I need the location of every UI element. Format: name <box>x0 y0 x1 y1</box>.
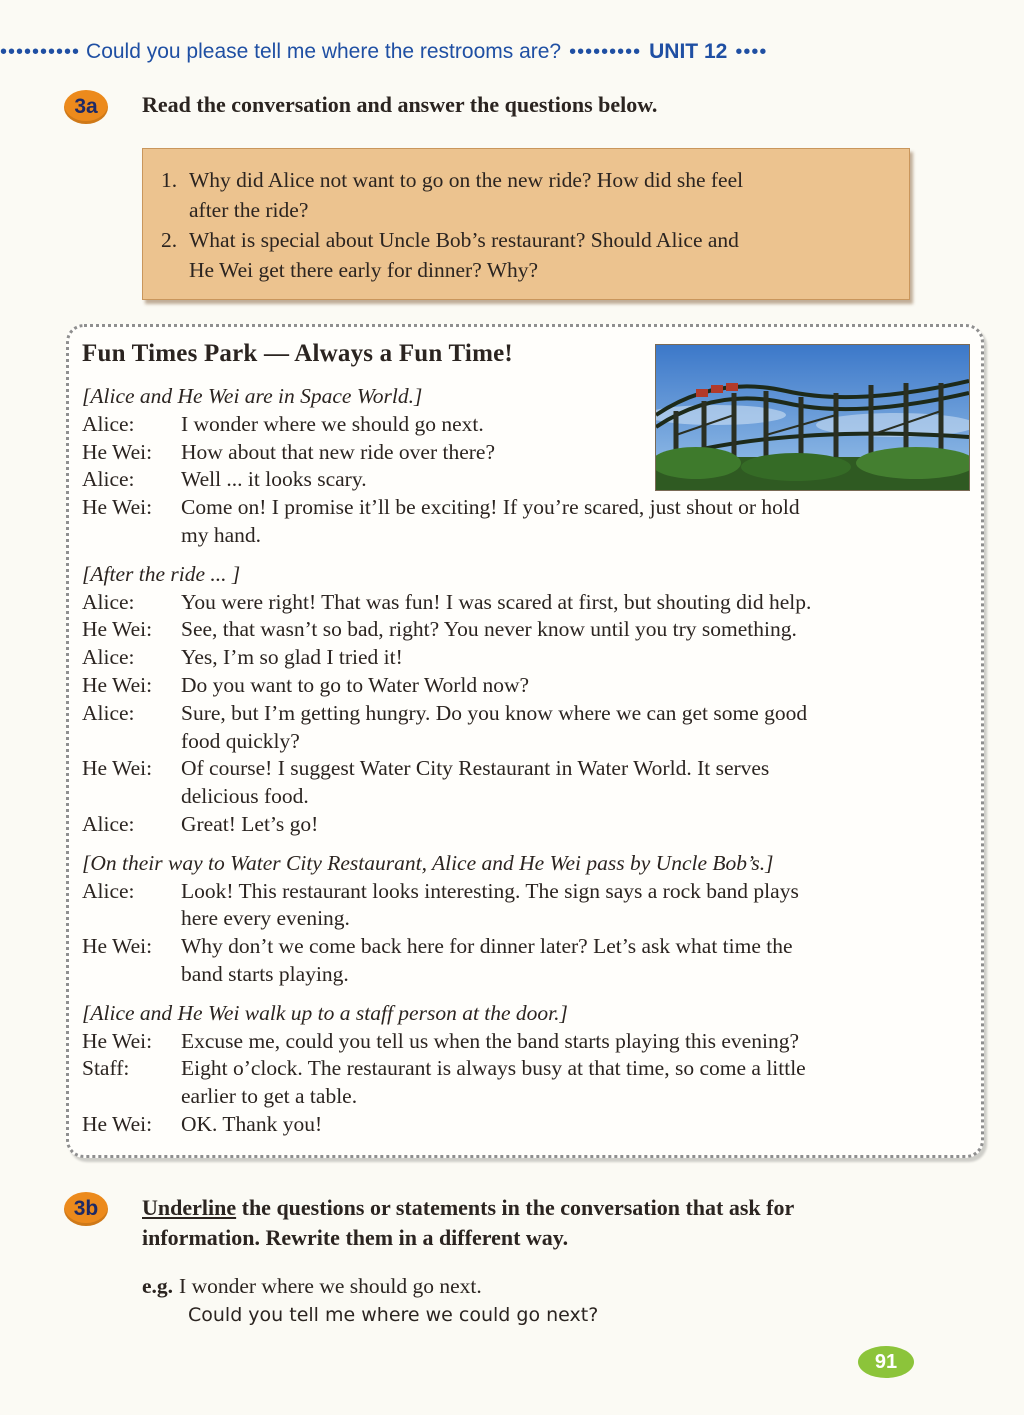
utterance: Come on! I promise it’ll be exciting! If you’re scared, just shout or hold <box>181 495 800 520</box>
dialogue-line <box>82 494 972 522</box>
dialogue-line <box>82 811 972 839</box>
dialogue-line <box>82 1028 972 1056</box>
speaker: Alice: <box>82 589 135 614</box>
dialogue-line-continued <box>82 522 972 550</box>
conversation-title: Fun Times Park — Always a Fun Time! <box>82 340 513 367</box>
utterance: Sure, but I’m getting hungry. Do you know where we can get some good <box>181 700 808 725</box>
dialogue-line <box>82 616 972 644</box>
stage-direction: [Alice and He Wei are in Space World.] <box>82 384 423 408</box>
page-number: 91 <box>858 1346 914 1378</box>
utterance: here every evening. <box>181 906 350 931</box>
question-text: after the ride? <box>189 198 309 222</box>
decorative-dots: ••••••••• <box>569 40 642 63</box>
dialogue-line-continued <box>82 783 972 811</box>
utterance: See, that wasn’t so bad, right? You never know until you try something. <box>181 617 797 642</box>
speaker: Alice: <box>82 411 135 436</box>
utterance: earlier to get a table. <box>181 1084 358 1109</box>
speaker: Alice: <box>82 811 135 836</box>
question-item <box>161 225 883 285</box>
underline-keyword: Underline <box>142 1195 237 1220</box>
questions-box <box>142 148 910 300</box>
dialogue-line-continued <box>82 961 972 989</box>
question-number: 2. <box>161 228 178 252</box>
speaker: He Wei: <box>82 756 153 781</box>
dialogue-line <box>82 439 972 467</box>
utterance: Look! This restaurant looks interesting. The sign says a rock band plays <box>181 878 799 903</box>
stage-direction: [After the ride ... ] <box>82 561 241 586</box>
speaker: Alice: <box>82 878 135 903</box>
dialogue-line <box>82 878 972 906</box>
dialogue-line <box>82 1055 972 1083</box>
speaker: He Wei: <box>82 1111 153 1136</box>
section-badge-3b: 3b <box>64 1192 108 1226</box>
speaker: Staff: <box>82 1056 130 1081</box>
dialogue-line <box>82 672 972 700</box>
utterance: Yes, I’m so glad I tried it! <box>181 645 403 670</box>
dialogue-line-continued <box>82 905 972 933</box>
decorative-dots: •••••••••• <box>0 40 81 63</box>
dialogue-line <box>82 411 972 439</box>
dialogue-line <box>82 589 972 617</box>
utterance: OK. Thank you! <box>181 1111 323 1136</box>
question-number: 1. <box>161 168 178 192</box>
dialogue-line <box>82 466 972 494</box>
conversation-lines <box>82 383 972 1139</box>
utterance: Do you want to go to Water World now? <box>181 672 530 697</box>
utterance: How about that new ride over there? <box>181 439 496 464</box>
example-block <box>142 1272 598 1330</box>
instruction-3b <box>142 1193 982 1253</box>
dialogue-line <box>82 933 972 961</box>
utterance: You were right! That was fun! I was scared at first, but shouting did help. <box>181 589 812 614</box>
speaker: Alice: <box>82 645 135 670</box>
question-item <box>161 165 883 225</box>
speaker: Alice: <box>82 700 135 725</box>
stage-direction: [On their way to Water City Restaurant, Alice and He Wei pass by Uncle Bob’s.] <box>82 850 774 875</box>
header-title: Could you please tell me where the restrooms are? <box>86 40 562 63</box>
utterance: my hand. <box>181 522 262 547</box>
example-answer: Could you tell me where we could go next? <box>188 1304 599 1326</box>
speaker: He Wei: <box>82 672 153 697</box>
dialogue-line-continued <box>82 1083 972 1111</box>
utterance: I wonder where we should go next. <box>181 411 484 436</box>
utterance: Well ... it looks scary. <box>181 467 367 492</box>
speaker: He Wei: <box>82 495 153 520</box>
example-label: e.g. <box>142 1274 174 1298</box>
unit-label: UNIT 12 <box>649 40 728 63</box>
speaker: He Wei: <box>82 617 153 642</box>
dialogue-line <box>82 700 972 728</box>
dialogue-line-continued <box>82 728 972 756</box>
utterance: delicious food. <box>181 784 309 809</box>
dialogue-line <box>82 644 972 672</box>
utterance: Of course! I suggest Water City Restaurant in Water World. It serves <box>181 756 770 781</box>
instruction-3a: Read the conversation and answer the questions below. <box>142 92 658 117</box>
question-text: What is special about Uncle Bob’s restaurant? Should Alice and <box>189 228 739 252</box>
speaker: He Wei: <box>82 1028 153 1053</box>
utterance: food quickly? <box>181 728 300 753</box>
speaker: He Wei: <box>82 439 153 464</box>
utterance: Excuse me, could you tell us when the band starts playing this evening? <box>181 1028 799 1053</box>
utterance: Eight o’clock. The restaurant is always busy at that time, so come a little <box>181 1056 806 1081</box>
running-header <box>0 34 1024 70</box>
question-text: Why did Alice not want to go on the new ride? How did she feel <box>189 168 744 192</box>
utterance: Great! Let’s go! <box>181 811 319 836</box>
utterance: Why don’t we come back here for dinner later? Let’s ask what time the <box>181 934 793 959</box>
speaker: Alice: <box>82 467 135 492</box>
utterance: band starts playing. <box>181 961 349 986</box>
dialogue-line <box>82 1111 972 1139</box>
speaker: He Wei: <box>82 934 153 959</box>
instruction-text: the questions or statements in the conversation that ask for <box>236 1195 795 1220</box>
instruction-text: information. Rewrite them in a different way. <box>142 1225 569 1250</box>
dialogue-line <box>82 755 972 783</box>
question-text: He Wei get there early for dinner? Why? <box>189 258 539 282</box>
decorative-dots: •••• <box>735 40 768 63</box>
example-text: I wonder where we should go next. <box>179 1274 482 1298</box>
stage-direction: [Alice and He Wei walk up to a staff person at the door.] <box>82 1000 568 1025</box>
section-badge-3a: 3a <box>64 90 108 124</box>
